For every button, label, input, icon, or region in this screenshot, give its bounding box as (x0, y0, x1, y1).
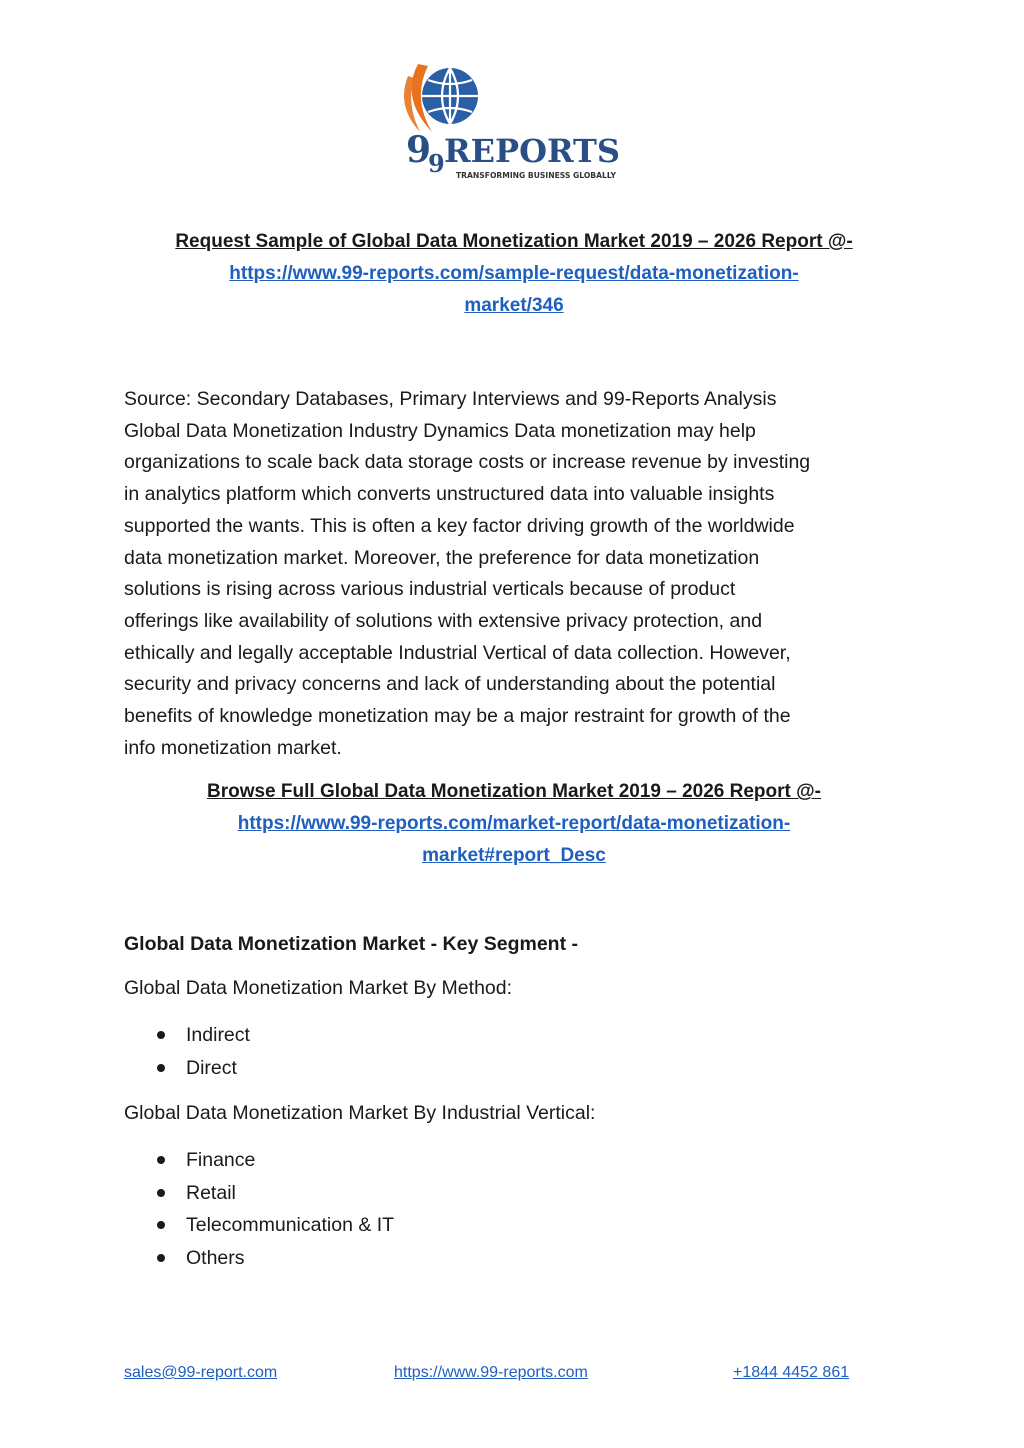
browse-report-url-line2: market#report_Desc (422, 845, 606, 867)
list-item: Finance (124, 1144, 904, 1177)
list-item: Retail (124, 1177, 904, 1210)
list-item: Others (124, 1242, 904, 1275)
paragraph-line: ethically and legally acceptable Industrial Vertical of data collection. However, (124, 641, 791, 664)
by-method-label: Global Data Monetization Market By Method: (124, 977, 513, 1000)
paragraph-line: Source: Secondary Databases, Primary Interviews and 99-Reports Analysis (124, 388, 777, 410)
browse-report-url-line1: https://www.99-reports.com/market-report/data-monetization- (237, 813, 791, 835)
footer-website-link[interactable]: https://www.99-reports.com (394, 1364, 588, 1381)
request-sample-link[interactable] (124, 258, 904, 322)
logo-nine: 9 (406, 129, 432, 171)
paragraph-line: offerings like availability of solutions with extensive privacy protection, and (124, 609, 763, 632)
list-item: Indirect (124, 1019, 904, 1052)
by-vertical-list (124, 1144, 904, 1274)
company-logo (398, 58, 628, 188)
request-sample-url-line2: market/346 (464, 295, 564, 316)
request-sample-url-line1: https://www.99-reports.com/sample-request/data-monetization- (229, 263, 799, 284)
page-footer (124, 1364, 864, 1388)
browse-report-link[interactable] (124, 808, 904, 872)
list-item: Telecommunication & IT (124, 1209, 904, 1242)
source-paragraph (124, 384, 904, 764)
paragraph-line: supported the wants. This is often a key factor driving growth of the worldwide (124, 514, 795, 537)
footer-email-link[interactable]: sales@99-report.com (124, 1364, 278, 1381)
paragraph-line: security and privacy concerns and lack of understanding about the potential (124, 673, 776, 696)
globe-logo-icon (398, 58, 628, 188)
request-sample-title: Request Sample of Global Data Monetization Market 2019 – 2026 Report @- (175, 231, 853, 252)
paragraph-line: in analytics platform which converts unstructured data into valuable insights (124, 483, 775, 506)
browse-report-title: Browse Full Global Data Monetization Market 2019 – 2026 Report @- (206, 781, 821, 803)
document-body (124, 226, 904, 1274)
footer-phone-link[interactable]: +1844 4452 861 (733, 1364, 850, 1381)
by-method-list (124, 1019, 904, 1084)
key-segment-heading: Global Data Monetization Market - Key Segment - (124, 933, 578, 956)
by-vertical-label: Global Data Monetization Market By Industrial Vertical: (124, 1102, 596, 1125)
list-item: Direct (124, 1052, 904, 1085)
browse-report-section (124, 776, 904, 872)
logo-tagline: TRANSFORMING BUSINESS GLOBALLY (456, 171, 617, 180)
logo-wordmark: REPORTS (444, 132, 620, 170)
paragraph-line: solutions is rising across various industrial verticals because of product (124, 578, 736, 601)
paragraph-line: benefits of knowledge monetization may be a major restraint for growth of the (124, 705, 791, 728)
paragraph-line: organizations to scale back data storage costs or increase revenue by investing (124, 451, 811, 474)
paragraph-line: data monetization market. Moreover, the preference for data monetization (124, 546, 760, 569)
paragraph-line: info monetization market. (124, 736, 342, 759)
request-sample-section (124, 226, 904, 322)
logo-nine-sub: 9 (428, 149, 445, 178)
paragraph-line: Global Data Monetization Industry Dynamics Data monetization may help (124, 419, 756, 442)
